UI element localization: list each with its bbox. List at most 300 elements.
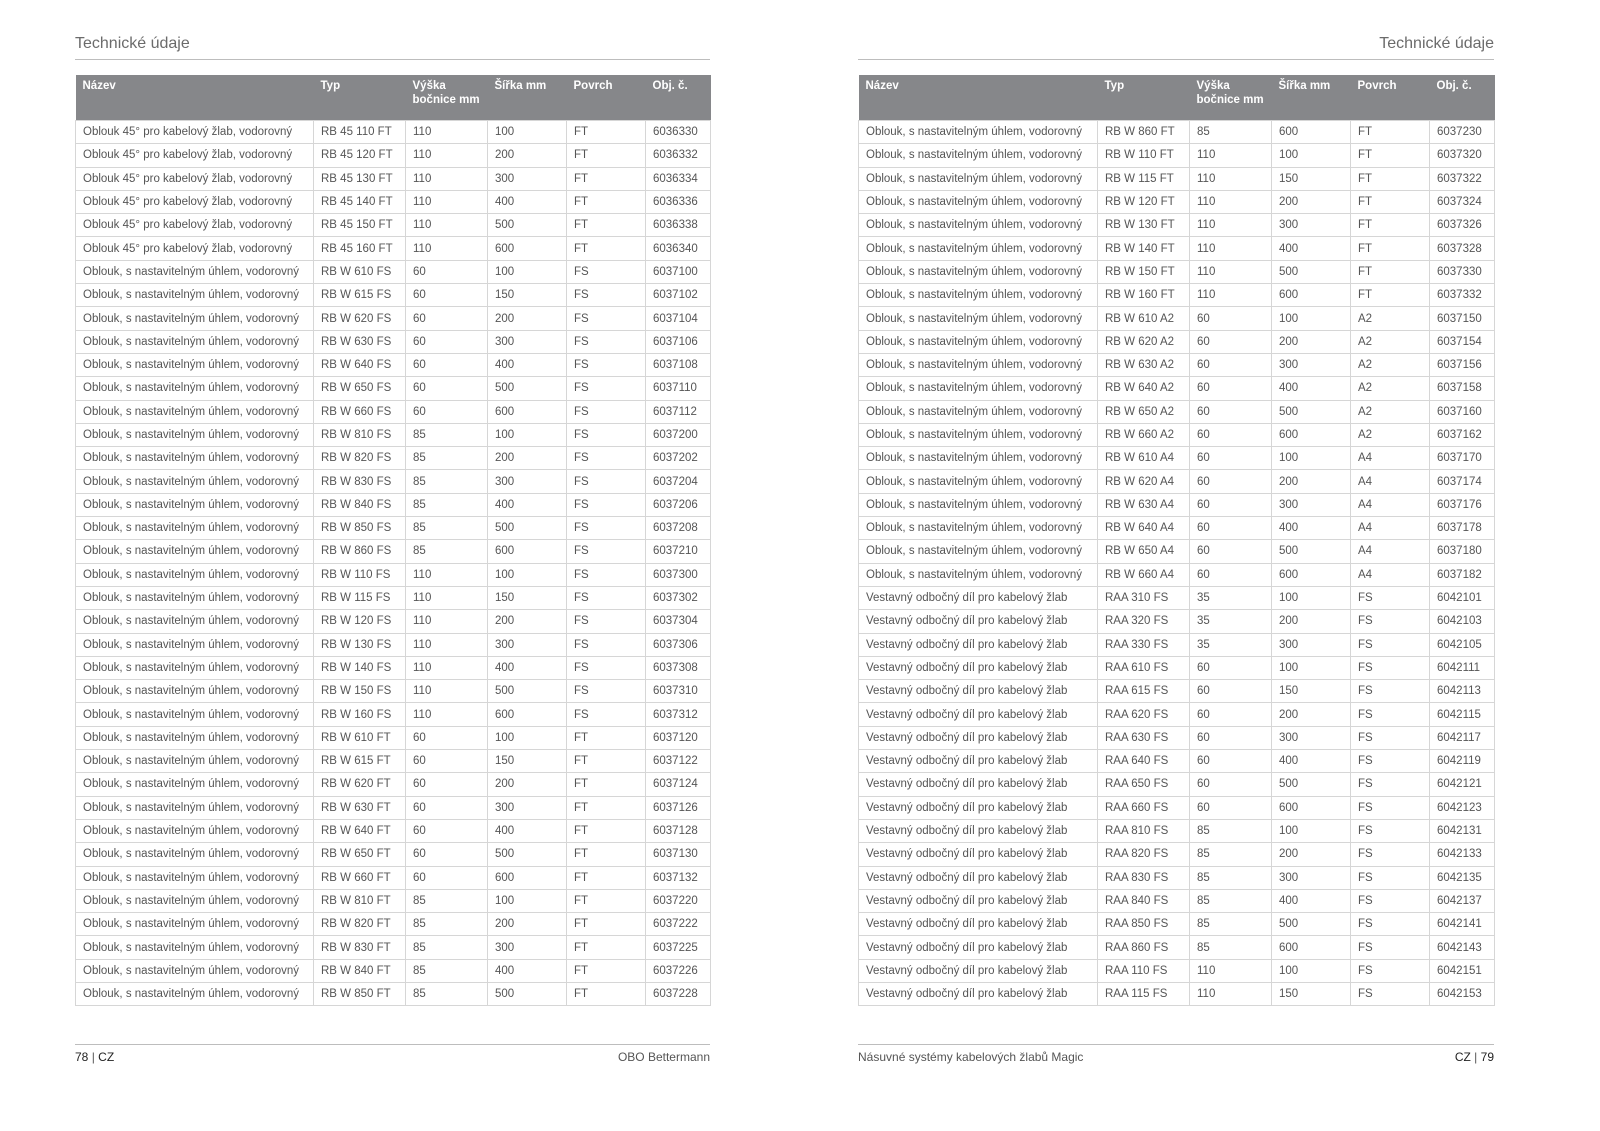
- cell-order-number: 6037328: [1430, 237, 1495, 260]
- cell-width: 300: [1272, 493, 1351, 516]
- cell-surface: FS: [567, 563, 646, 586]
- cell-order-number: 6042105: [1430, 633, 1495, 656]
- cell-height: 85: [1190, 843, 1272, 866]
- cell-width: 500: [1272, 773, 1351, 796]
- table-row: [76, 982, 711, 1005]
- cell-surface: A2: [1351, 423, 1430, 446]
- cell-height: 60: [1190, 656, 1272, 679]
- cell-order-number: 6037206: [646, 493, 711, 516]
- cell-height: 85: [406, 913, 488, 936]
- cell-width: 500: [1272, 400, 1351, 423]
- cell-surface: FT: [1351, 284, 1430, 307]
- cell-name: Oblouk, s nastavitelným úhlem, vodorovný: [76, 633, 314, 656]
- table-row: [76, 330, 711, 353]
- cell-height: 85: [406, 517, 488, 540]
- cell-width: 500: [488, 377, 567, 400]
- table-row: [859, 773, 1495, 796]
- cell-surface: A4: [1351, 563, 1430, 586]
- cell-name: Oblouk, s nastavitelným úhlem, vodorovný: [859, 237, 1098, 260]
- cell-height: 110: [406, 656, 488, 679]
- cell-type: RB W 840 FT: [314, 959, 406, 982]
- cell-type: RAA 630 FS: [1098, 726, 1190, 749]
- cell-order-number: 6037178: [1430, 517, 1495, 540]
- cell-width: 600: [488, 866, 567, 889]
- cell-height: 60: [1190, 773, 1272, 796]
- cell-surface: FS: [567, 517, 646, 540]
- cell-name: Oblouk, s nastavitelným úhlem, vodorovný: [76, 493, 314, 516]
- cell-surface: FT: [567, 144, 646, 167]
- cell-order-number: 6042131: [1430, 819, 1495, 842]
- cell-name: Oblouk, s nastavitelným úhlem, vodorovný: [76, 260, 314, 283]
- cell-surface: FT: [567, 726, 646, 749]
- cell-type: RAA 110 FS: [1098, 959, 1190, 982]
- cell-type: RB W 610 FS: [314, 260, 406, 283]
- cell-height: 85: [1190, 936, 1272, 959]
- cell-name: Oblouk 45° pro kabelový žlab, vodorovný: [76, 167, 314, 190]
- table-row: [859, 377, 1495, 400]
- cell-type: RB 45 140 FT: [314, 190, 406, 213]
- cell-name: Vestavný odbočný díl pro kabelový žlab: [859, 889, 1098, 912]
- cell-name: Oblouk, s nastavitelným úhlem, vodorovný: [76, 819, 314, 842]
- cell-type: RB W 860 FT: [1098, 121, 1190, 144]
- table-row: [76, 633, 711, 656]
- cell-height: 110: [1190, 982, 1272, 1005]
- cell-order-number: 6042133: [1430, 843, 1495, 866]
- cell-order-number: 6037104: [646, 307, 711, 330]
- cell-width: 400: [1272, 517, 1351, 540]
- cell-order-number: 6037200: [646, 423, 711, 446]
- cell-surface: FS: [567, 307, 646, 330]
- cell-width: 500: [1272, 260, 1351, 283]
- cell-type: RB W 620 A2: [1098, 330, 1190, 353]
- cell-type: RB W 820 FS: [314, 447, 406, 470]
- cell-name: Oblouk, s nastavitelným úhlem, vodorovný: [859, 493, 1098, 516]
- column-header-name: Název: [76, 75, 314, 121]
- cell-height: 85: [1190, 866, 1272, 889]
- cell-type: RB 45 160 FT: [314, 237, 406, 260]
- column-header-width: Šířka mm: [488, 75, 567, 121]
- cell-name: Oblouk, s nastavitelným úhlem, vodorovný: [859, 260, 1098, 283]
- cell-type: RAA 860 FS: [1098, 936, 1190, 959]
- table-row: [859, 959, 1495, 982]
- cell-name: Oblouk, s nastavitelným úhlem, vodorovný: [859, 540, 1098, 563]
- table-row: [76, 586, 711, 609]
- cell-surface: FS: [567, 633, 646, 656]
- cell-order-number: 6042111: [1430, 656, 1495, 679]
- left-spec-table: [75, 75, 711, 1006]
- cell-width: 300: [488, 936, 567, 959]
- cell-height: 60: [1190, 563, 1272, 586]
- cell-type: RAA 810 FS: [1098, 819, 1190, 842]
- table-row: [76, 936, 711, 959]
- cell-height: 60: [1190, 353, 1272, 376]
- cell-order-number: 6037225: [646, 936, 711, 959]
- cell-order-number: 6037174: [1430, 470, 1495, 493]
- cell-order-number: 6036336: [646, 190, 711, 213]
- cell-order-number: 6042137: [1430, 889, 1495, 912]
- cell-height: 60: [1190, 307, 1272, 330]
- cell-order-number: 6036332: [646, 144, 711, 167]
- cell-name: Oblouk, s nastavitelným úhlem, vodorovný: [859, 377, 1098, 400]
- cell-type: RB W 160 FS: [314, 703, 406, 726]
- cell-type: RAA 850 FS: [1098, 913, 1190, 936]
- cell-type: RAA 330 FS: [1098, 633, 1190, 656]
- cell-name: Oblouk, s nastavitelným úhlem, vodorovný: [76, 703, 314, 726]
- cell-width: 200: [488, 307, 567, 330]
- cell-surface: FT: [567, 959, 646, 982]
- cell-name: Vestavný odbočný díl pro kabelový žlab: [859, 633, 1098, 656]
- table-row: [76, 284, 711, 307]
- cell-surface: A4: [1351, 447, 1430, 470]
- cell-surface: FS: [1351, 773, 1430, 796]
- cell-surface: FT: [567, 982, 646, 1005]
- cell-order-number: 6042151: [1430, 959, 1495, 982]
- cell-name: Oblouk, s nastavitelným úhlem, vodorovný: [859, 517, 1098, 540]
- cell-height: 60: [406, 284, 488, 307]
- cell-surface: FS: [1351, 796, 1430, 819]
- column-header-order-number: Obj. č.: [646, 75, 711, 121]
- table-row: [76, 121, 711, 144]
- cell-width: 200: [1272, 703, 1351, 726]
- cell-type: RB W 810 FT: [314, 889, 406, 912]
- cell-width: 600: [1272, 936, 1351, 959]
- cell-width: 100: [488, 889, 567, 912]
- cell-height: 35: [1190, 610, 1272, 633]
- cell-name: Oblouk, s nastavitelným úhlem, vodorovný: [76, 889, 314, 912]
- cell-surface: FT: [1351, 260, 1430, 283]
- cell-height: 60: [406, 750, 488, 773]
- table-row: [859, 796, 1495, 819]
- cell-width: 200: [1272, 610, 1351, 633]
- cell-surface: FT: [567, 819, 646, 842]
- table-row: [859, 703, 1495, 726]
- cell-height: 85: [406, 540, 488, 563]
- cell-width: 150: [488, 586, 567, 609]
- cell-surface: A4: [1351, 493, 1430, 516]
- table-row: [859, 423, 1495, 446]
- cell-height: 35: [1190, 633, 1272, 656]
- cell-surface: A4: [1351, 517, 1430, 540]
- cell-order-number: 6037324: [1430, 190, 1495, 213]
- cell-height: 60: [406, 330, 488, 353]
- cell-type: RAA 310 FS: [1098, 586, 1190, 609]
- cell-type: RB W 650 FS: [314, 377, 406, 400]
- table-row: [76, 214, 711, 237]
- cell-surface: FS: [567, 586, 646, 609]
- cell-name: Oblouk, s nastavitelným úhlem, vodorovný: [859, 284, 1098, 307]
- table-row: [76, 703, 711, 726]
- cell-type: RB W 150 FT: [1098, 260, 1190, 283]
- cell-name: Vestavný odbočný díl pro kabelový žlab: [859, 936, 1098, 959]
- cell-type: RB 45 120 FT: [314, 144, 406, 167]
- cell-width: 300: [488, 796, 567, 819]
- table-row: [859, 656, 1495, 679]
- cell-order-number: 6042141: [1430, 913, 1495, 936]
- cell-surface: FT: [1351, 121, 1430, 144]
- table-row: [859, 190, 1495, 213]
- right-spec-table: [858, 75, 1495, 1006]
- cell-width: 400: [488, 656, 567, 679]
- cell-name: Oblouk, s nastavitelným úhlem, vodorovný: [76, 470, 314, 493]
- table-row: [76, 889, 711, 912]
- cell-order-number: 6037320: [1430, 144, 1495, 167]
- cell-surface: FT: [567, 796, 646, 819]
- cell-width: 400: [1272, 377, 1351, 400]
- cell-order-number: 6037154: [1430, 330, 1495, 353]
- cell-surface: FS: [567, 447, 646, 470]
- cell-order-number: 6042121: [1430, 773, 1495, 796]
- table-row: [76, 470, 711, 493]
- cell-order-number: 6037304: [646, 610, 711, 633]
- cell-type: RB W 140 FS: [314, 656, 406, 679]
- cell-type: RAA 650 FS: [1098, 773, 1190, 796]
- cell-name: Vestavný odbočný díl pro kabelový žlab: [859, 959, 1098, 982]
- cell-name: Oblouk, s nastavitelným úhlem, vodorovný: [859, 307, 1098, 330]
- cell-height: 110: [406, 610, 488, 633]
- cell-order-number: 6042153: [1430, 982, 1495, 1005]
- cell-height: 60: [406, 307, 488, 330]
- cell-order-number: 6037160: [1430, 400, 1495, 423]
- table-row: [76, 423, 711, 446]
- cell-height: 60: [1190, 540, 1272, 563]
- cell-type: RB W 115 FT: [1098, 167, 1190, 190]
- cell-height: 60: [406, 843, 488, 866]
- cell-height: 60: [1190, 447, 1272, 470]
- table-row: [76, 540, 711, 563]
- cell-type: RAA 640 FS: [1098, 750, 1190, 773]
- cell-order-number: 6037122: [646, 750, 711, 773]
- cell-type: RB W 615 FS: [314, 284, 406, 307]
- cell-surface: FS: [1351, 726, 1430, 749]
- cell-order-number: 6037302: [646, 586, 711, 609]
- cell-type: RB W 610 FT: [314, 726, 406, 749]
- cell-name: Oblouk, s nastavitelným úhlem, vodorovný: [859, 400, 1098, 423]
- cell-type: RAA 660 FS: [1098, 796, 1190, 819]
- cell-height: 85: [406, 889, 488, 912]
- cell-order-number: 6037182: [1430, 563, 1495, 586]
- cell-surface: A2: [1351, 330, 1430, 353]
- cell-name: Vestavný odbočný díl pro kabelový žlab: [859, 773, 1098, 796]
- cell-surface: FT: [567, 214, 646, 237]
- cell-type: RB W 130 FT: [1098, 214, 1190, 237]
- cell-name: Oblouk, s nastavitelným úhlem, vodorovný: [76, 982, 314, 1005]
- table-row: [76, 959, 711, 982]
- cell-height: 60: [1190, 470, 1272, 493]
- cell-type: RB W 660 A2: [1098, 423, 1190, 446]
- cell-surface: FT: [567, 750, 646, 773]
- cell-order-number: 6037130: [646, 843, 711, 866]
- cell-type: RB W 650 A4: [1098, 540, 1190, 563]
- cell-name: Oblouk, s nastavitelným úhlem, vodorovný: [76, 959, 314, 982]
- cell-height: 60: [1190, 680, 1272, 703]
- cell-type: RB W 860 FS: [314, 540, 406, 563]
- cell-name: Oblouk, s nastavitelným úhlem, vodorovný: [859, 423, 1098, 446]
- cell-width: 600: [1272, 796, 1351, 819]
- cell-height: 60: [1190, 726, 1272, 749]
- cell-type: RB W 660 FT: [314, 866, 406, 889]
- cell-height: 85: [1190, 913, 1272, 936]
- cell-order-number: 6042101: [1430, 586, 1495, 609]
- table-row: [859, 214, 1495, 237]
- cell-width: 100: [1272, 819, 1351, 842]
- cell-name: Vestavný odbočný díl pro kabelový žlab: [859, 866, 1098, 889]
- cell-name: Oblouk, s nastavitelným úhlem, vodorovný: [76, 796, 314, 819]
- table-row: [859, 167, 1495, 190]
- cell-type: RB W 115 FS: [314, 586, 406, 609]
- cell-surface: FS: [1351, 866, 1430, 889]
- cell-height: 110: [1190, 190, 1272, 213]
- cell-type: RAA 820 FS: [1098, 843, 1190, 866]
- cell-type: RB W 830 FS: [314, 470, 406, 493]
- cell-name: Oblouk, s nastavitelným úhlem, vodorovný: [859, 353, 1098, 376]
- cell-type: RB W 660 FS: [314, 400, 406, 423]
- cell-surface: FS: [1351, 959, 1430, 982]
- cell-width: 150: [1272, 680, 1351, 703]
- cell-type: RB W 610 A2: [1098, 307, 1190, 330]
- cell-order-number: 6037208: [646, 517, 711, 540]
- table-row: [76, 680, 711, 703]
- table-row: [76, 190, 711, 213]
- cell-width: 500: [488, 517, 567, 540]
- cell-type: RB W 640 A2: [1098, 377, 1190, 400]
- cell-width: 400: [488, 353, 567, 376]
- cell-surface: FT: [1351, 167, 1430, 190]
- cell-surface: FS: [567, 470, 646, 493]
- cell-height: 85: [406, 493, 488, 516]
- table-row: [76, 610, 711, 633]
- right-title-divider: [858, 59, 1494, 60]
- cell-type: RB W 820 FT: [314, 913, 406, 936]
- table-row: [859, 563, 1495, 586]
- cell-name: Oblouk, s nastavitelným úhlem, vodorovný: [76, 353, 314, 376]
- cell-height: 110: [406, 167, 488, 190]
- cell-name: Oblouk, s nastavitelným úhlem, vodorovný: [76, 447, 314, 470]
- cell-type: RB 45 150 FT: [314, 214, 406, 237]
- cell-order-number: 6037170: [1430, 447, 1495, 470]
- table-row: [76, 517, 711, 540]
- cell-height: 85: [1190, 819, 1272, 842]
- cell-name: Oblouk, s nastavitelným úhlem, vodorovný: [859, 144, 1098, 167]
- cell-order-number: 6037226: [646, 959, 711, 982]
- table-row: [76, 866, 711, 889]
- table-row: [859, 307, 1495, 330]
- cell-surface: FS: [567, 540, 646, 563]
- cell-width: 500: [488, 214, 567, 237]
- table-row: [76, 819, 711, 842]
- cell-width: 500: [1272, 540, 1351, 563]
- cell-order-number: 6037310: [646, 680, 711, 703]
- cell-type: RAA 615 FS: [1098, 680, 1190, 703]
- cell-height: 60: [1190, 423, 1272, 446]
- left-page-number: 78 | CZ: [75, 1050, 115, 1064]
- cell-order-number: 6037230: [1430, 121, 1495, 144]
- cell-surface: A2: [1351, 353, 1430, 376]
- cell-name: Oblouk, s nastavitelným úhlem, vodorovný: [859, 190, 1098, 213]
- cell-height: 110: [1190, 237, 1272, 260]
- cell-width: 500: [488, 843, 567, 866]
- table-row: [859, 633, 1495, 656]
- cell-name: Vestavný odbočný díl pro kabelový žlab: [859, 680, 1098, 703]
- table-row: [76, 260, 711, 283]
- cell-name: Vestavný odbočný díl pro kabelový žlab: [859, 586, 1098, 609]
- cell-type: RB 45 130 FT: [314, 167, 406, 190]
- table-row: [859, 680, 1495, 703]
- cell-type: RB W 110 FT: [1098, 144, 1190, 167]
- table-row: [859, 982, 1495, 1005]
- table-row: [76, 773, 711, 796]
- cell-width: 400: [488, 190, 567, 213]
- table-row: [76, 656, 711, 679]
- cell-height: 110: [1190, 260, 1272, 283]
- cell-height: 110: [406, 563, 488, 586]
- cell-width: 200: [488, 773, 567, 796]
- cell-surface: FT: [1351, 144, 1430, 167]
- cell-surface: FS: [1351, 703, 1430, 726]
- cell-width: 600: [1272, 563, 1351, 586]
- cell-surface: FS: [1351, 680, 1430, 703]
- cell-type: RB W 110 FS: [314, 563, 406, 586]
- cell-surface: FS: [1351, 610, 1430, 633]
- cell-name: Oblouk, s nastavitelným úhlem, vodorovný: [76, 563, 314, 586]
- cell-surface: FT: [567, 866, 646, 889]
- cell-width: 600: [1272, 121, 1351, 144]
- cell-width: 500: [1272, 913, 1351, 936]
- cell-order-number: 6042143: [1430, 936, 1495, 959]
- cell-type: RB W 120 FT: [1098, 190, 1190, 213]
- cell-name: Oblouk, s nastavitelným úhlem, vodorovný: [76, 610, 314, 633]
- cell-surface: FS: [1351, 819, 1430, 842]
- cell-width: 500: [488, 680, 567, 703]
- cell-surface: FS: [1351, 586, 1430, 609]
- cell-order-number: 6037102: [646, 284, 711, 307]
- page-number: 79: [1480, 1050, 1494, 1064]
- cell-height: 110: [406, 703, 488, 726]
- cell-height: 60: [1190, 703, 1272, 726]
- cell-name: Oblouk 45° pro kabelový žlab, vodorovný: [76, 214, 314, 237]
- cell-type: RAA 115 FS: [1098, 982, 1190, 1005]
- cell-order-number: 6037202: [646, 447, 711, 470]
- cell-width: 300: [1272, 866, 1351, 889]
- cell-order-number: 6037124: [646, 773, 711, 796]
- cell-width: 400: [1272, 750, 1351, 773]
- left-footer-text: OBO Bettermann: [617, 1050, 710, 1064]
- table-row: [859, 517, 1495, 540]
- cell-name: Vestavný odbočný díl pro kabelový žlab: [859, 610, 1098, 633]
- cell-surface: A2: [1351, 377, 1430, 400]
- cell-name: Oblouk, s nastavitelným úhlem, vodorovný: [76, 586, 314, 609]
- cell-width: 200: [1272, 843, 1351, 866]
- table-row: [76, 796, 711, 819]
- cell-surface: FS: [567, 493, 646, 516]
- cell-surface: FT: [567, 913, 646, 936]
- cell-width: 400: [488, 959, 567, 982]
- cell-order-number: 6037220: [646, 889, 711, 912]
- cell-height: 85: [406, 936, 488, 959]
- cell-surface: FS: [567, 400, 646, 423]
- cell-surface: FS: [567, 610, 646, 633]
- cell-type: RB W 650 FT: [314, 843, 406, 866]
- table-row: [859, 237, 1495, 260]
- cell-type: RB W 660 A4: [1098, 563, 1190, 586]
- cell-surface: FT: [567, 889, 646, 912]
- cell-width: 200: [488, 447, 567, 470]
- cell-order-number: 6037128: [646, 819, 711, 842]
- table-row: [859, 400, 1495, 423]
- cell-height: 60: [406, 400, 488, 423]
- cell-width: 200: [488, 610, 567, 633]
- cell-name: Vestavný odbočný díl pro kabelový žlab: [859, 726, 1098, 749]
- cell-surface: FT: [567, 237, 646, 260]
